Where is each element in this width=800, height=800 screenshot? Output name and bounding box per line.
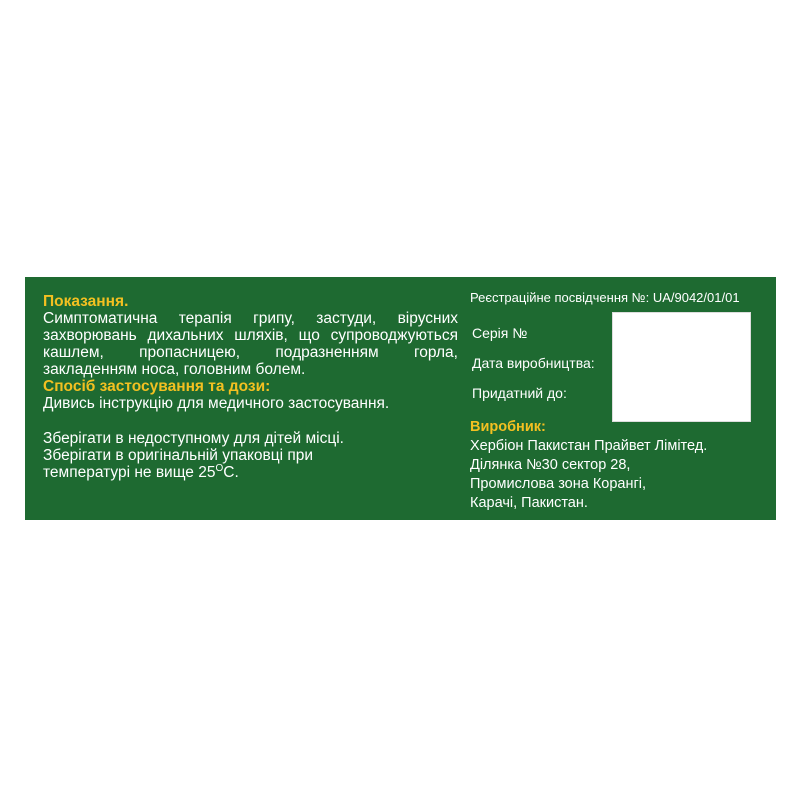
- expiry-label: Придатний до:: [472, 385, 567, 401]
- storage-line-1: Зберігати в недоступному для дітей місці.: [43, 430, 344, 447]
- left-column: [43, 293, 458, 481]
- spacer: [43, 412, 458, 430]
- manufacturer-line: Карачі, Пакистан.: [470, 495, 588, 511]
- right-column: [470, 277, 776, 520]
- storage-line-3: [43, 464, 458, 481]
- manufacturer-line: Ділянка №30 сектор 28,: [470, 457, 631, 473]
- manufacturer-heading: Виробник:: [470, 419, 546, 435]
- manufacturer-line: Хербіон Пакистан Прайвет Лімітед.: [470, 438, 708, 454]
- dosage-heading: Спосіб застосування та дози:: [43, 378, 271, 395]
- manufacturer-block: [470, 418, 770, 513]
- series-label: Серія №: [472, 325, 528, 341]
- degree-sign: O: [215, 462, 224, 474]
- indications-text: Симптоматична терапія грипу, застуди, вірусних захворювань дихальних шляхів, що супроводжуються кашлем, пропасницею, подразненням горла, закладенням носа, головним болем.: [43, 310, 458, 378]
- production-date-label: Дата виробництва:: [472, 355, 595, 371]
- batch-info-box: [612, 312, 751, 422]
- storage-line-3-suffix: С.: [223, 464, 239, 481]
- label-panel: [25, 277, 776, 520]
- registration-number: Реєстраційне посвідчення №: UA/9042/01/01: [470, 290, 740, 305]
- storage-line-2: Зберігати в оригінальній упаковці при: [43, 447, 314, 464]
- indications-heading: Показання.: [43, 293, 129, 310]
- storage-line-3-prefix: температурі не вище 25: [43, 464, 216, 481]
- manufacturer-line: Промислова зона Корангі,: [470, 476, 647, 492]
- dosage-text: Дивись інструкцію для медичного застосування.: [43, 395, 390, 412]
